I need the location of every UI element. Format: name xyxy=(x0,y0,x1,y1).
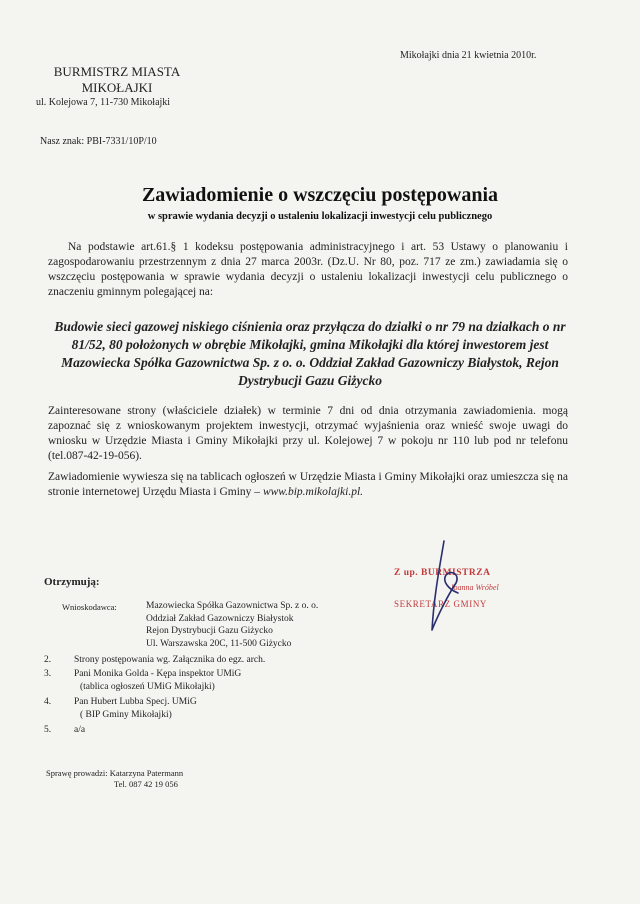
issuer-line1: BURMISTRZ MIASTA xyxy=(53,64,181,79)
document-subtitle: w sprawie wydania decyzji o ustaleniu lokalizacji inwestycji celu publicznego xyxy=(147,211,493,222)
recipient-item xyxy=(44,724,85,737)
body-paragraph-legal-basis: Na podstawie art.61.§ 1 kodeksu postępowania administracyjnego i art. 53 Ustawy o planowaniu i zagospodarowaniu przestrzennym z dnia 27 marca 2003r. (Dz.U. Nr 80, poz. 717 ze zm.) zawiadamia się o wszczęciu postępowania w sprawie wydania decyzji o ustaleniu lokalizacji inwestycji celu publicznego o znaczeniu gminnym polegającej na: xyxy=(48,241,568,298)
issuer-line2: MIKOŁAJKI xyxy=(81,80,153,95)
body-paragraph-investment: Budowie sieci gazowej niskiego ciśnienia oraz przyłącza do działki o nr 79 na działkach o nr 81/52, 80 położonych w obrębie Mikołajki, gmina Mikołajki dla której inwestorem jest Mazowiecka Spółka Gazownictwa Sp. z o. o. Oddział Zakład Gazowniczy Białystok, Rejon Dystrybucji Gazu Giżycko xyxy=(54,319,566,388)
prepared-by-phone: Tel. 087 42 19 056 xyxy=(114,779,178,789)
document-date: Mikołajki dnia 21 kwietnia 2010r. xyxy=(400,50,537,61)
recipient-number: 3. xyxy=(44,669,52,679)
signature-mark xyxy=(432,541,458,630)
stamp-line1: Z up. BURMISTRZA xyxy=(394,568,491,578)
official-stamp-signature xyxy=(356,535,546,645)
stamp-line2: Joanna Wróbel xyxy=(450,583,499,592)
applicant-line: Rejon Dystrybucji Gazu Giżycko xyxy=(146,626,273,636)
recipient-number: 2. xyxy=(44,655,52,665)
recipient-text: Pan Hubert Lubba Specj. UMiG xyxy=(74,697,197,707)
recipient-text: a/a xyxy=(74,725,86,735)
applicant-line: Oddział Zakład Gazowniczy Białystok xyxy=(146,613,294,624)
issuer-address: ul. Kolejowa 7, 11-730 Mikołajki xyxy=(36,97,171,108)
issuer-block xyxy=(36,64,192,110)
body-paragraph-parties: Zainteresowane strony (właściciele działek) w terminie 7 dni od dnia otrzymania zawiadomienia. mogą zapoznać się z wnioskowanym projektem inwestycji, otrzymać wyjaśnienia oraz wnieść swoje uwagi do wniosku w Urzędzie Miasta i Gminy Mikołajki przy ul. Kolejowej 7 w pokoju nr 110 lub pod nr telefonu (tel.087-42-19-056). xyxy=(48,405,568,462)
body-paragraph-publication xyxy=(48,470,568,500)
recipient-text: Pani Monika Golda - Kępa inspektor UMiG xyxy=(74,669,242,679)
applicant-address xyxy=(146,600,318,650)
applicant-line: Ul. Warszawska 20C, 11-500 Giżycko xyxy=(146,638,292,649)
publication-text: Zawiadomienie wywiesza się na tablicach ogłoszeń w Urzędzie Miasta i Gminy Mikołajki oraz umieszcza się na stronie internetowej Urzędu Miasta i Gminy – xyxy=(48,471,568,498)
recipient-item xyxy=(44,696,197,721)
recipient-item xyxy=(44,668,241,693)
bip-link[interactable]: www.bip.mikolajki.pl. xyxy=(262,486,364,498)
recipients-title: Otrzymują: xyxy=(44,576,100,588)
recipient-number: 5. xyxy=(44,725,52,735)
prepared-by-name: Sprawę prowadzi: Katarzyna Patermann xyxy=(46,768,184,778)
prepared-by xyxy=(46,768,183,790)
recipient-subtext: ( BIP Gminy Mikołajki) xyxy=(80,709,172,720)
applicant-line: Mazowiecka Spółka Gazownictwa Sp. z o. o. xyxy=(146,601,319,611)
recipient-text: Strony postępowania wg. Załącznika do egz. arch. xyxy=(74,655,266,665)
stamp-line3: SEKRETARZ GMINY xyxy=(394,599,488,609)
recipient-number: 4. xyxy=(44,697,52,707)
recipient-item xyxy=(44,654,265,667)
recipient-subtext: (tablica ogłoszeń UMiG Mikołajki) xyxy=(80,681,215,692)
document-title: Zawiadomienie o wszczęciu postępowania xyxy=(141,184,499,206)
applicant-label: Wnioskodawca: xyxy=(62,602,117,612)
reference-number: Nasz znak: PBI-7331/10P/10 xyxy=(40,136,157,147)
